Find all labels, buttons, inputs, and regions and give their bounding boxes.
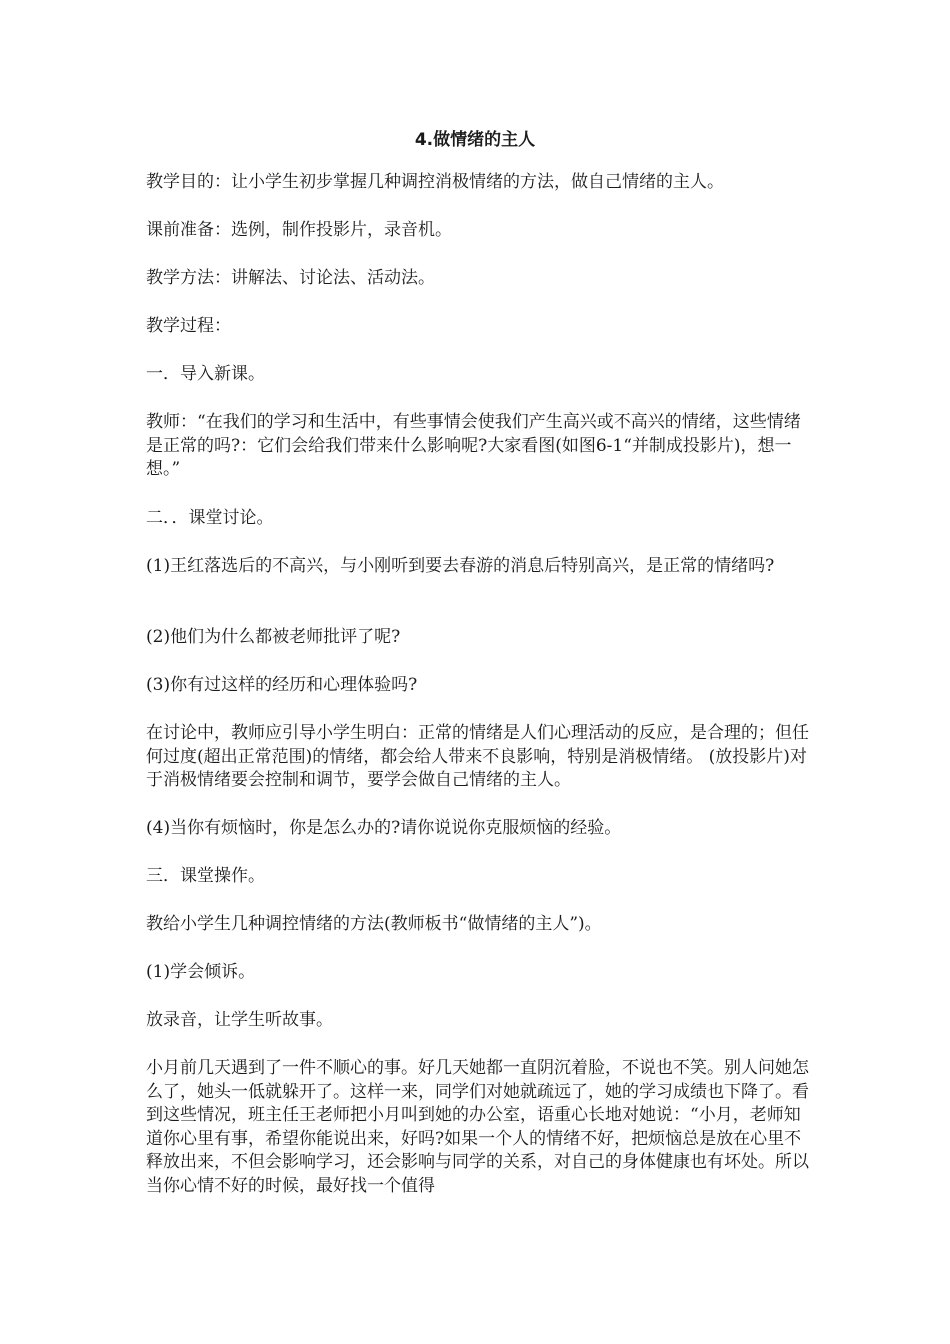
section-heading-3: 三．课堂操作。 [146,866,265,886]
paragraph-recording: 放录音，让学生听故事。 [146,1010,333,1030]
paragraph-methods-intro: 教给小学生几种调控情绪的方法(教师板书“做情绪的主人”)。 [146,914,602,934]
paragraph-objective: 教学目的：让小学生初步掌握几种调控消极情绪的方法，做自己情绪的主人。 [146,172,724,192]
question-4: (4)当你有烦恼时，你是怎么办的?请你说说你克服烦恼的经验。 [146,818,622,838]
section-heading-1: 一．导入新课。 [146,364,265,384]
question-2: (2)他们为什么都被老师批评了呢? [146,627,401,647]
paragraph-discussion-guide: 在讨论中，教师应引导小学生明白：正常的情绪是人们心理活动的反应，是合理的；但任何过度(超出正常范围)的情绪，都会给人带来不良影响，特别是消极情绪。 (放投影片)对于消极情绪要会控制和调节，要学会做自己情绪的主人。 [146,723,809,790]
paragraph-teacher-intro: 教师：“在我们的学习和生活中，有些事情会使我们产生高兴或不高兴的情绪，这些情绪是正常的吗?：它们会给我们带来什么影响呢?大家看图(如图6-1“并制成投影片)，想一想。” [146,412,801,479]
paragraph-method: 教学方法：讲解法、讨论法、活动法。 [146,268,435,288]
question-3: (3)你有过这样的经历和心理体验吗? [146,675,418,695]
document-title: 4.做情绪的主人 [414,130,536,150]
section-heading-2: 二．．课堂讨论。 [146,508,274,528]
paragraph-process: 教学过程： [146,316,231,336]
paragraph-preparation: 课前准备：选例，制作投影片，录音机。 [146,220,452,240]
method-1: (1)学会倾诉。 [146,962,256,982]
question-1: (1)王红落选后的不高兴，与小刚听到要去春游的消息后特别高兴，是正常的情绪吗? [146,556,775,576]
paragraph-story: 小月前几天遇到了一件不顺心的事。好几天她都一直阴沉着脸，不说也不笑。别人问她怎么了，她头一低就躲开了。这样一来，同学们对她就疏远了，她的学习成绩也下降了。看到这些情况，班主任王老师把小月叫到她的办公室，语重心长地对她说：“小月，老师知道你心里有事，希望你能说出来，好吗?如果一个人的情绪不好，把烦恼总是放在心里不释放出来，不但会影响学习，还会影响与同学的关系，对自己的身体健康也有坏处。所以当你心情不好的时候，最好找一个值得 [146,1058,809,1196]
